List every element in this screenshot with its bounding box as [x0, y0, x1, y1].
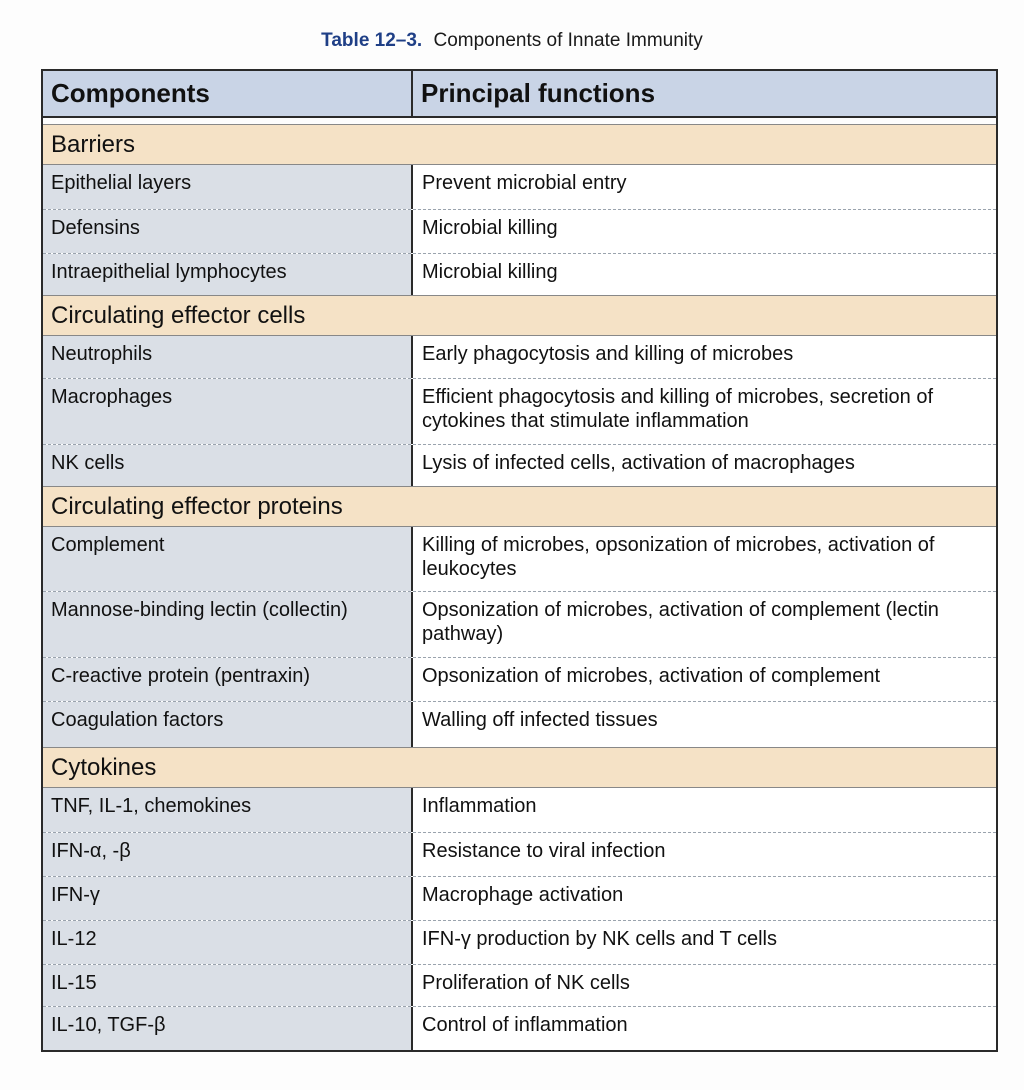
section-header: Barriers: [43, 124, 996, 165]
component-cell: Coagulation factors: [43, 702, 413, 747]
component-cell: Neutrophils: [43, 336, 413, 378]
table-row: [43, 336, 996, 378]
table-row: [43, 657, 996, 701]
function-cell: Microbial killing: [413, 210, 996, 253]
component-cell: IFN-α, -β: [43, 833, 413, 876]
table-row: [43, 1006, 996, 1050]
table-caption: [0, 30, 1024, 52]
table-row: [43, 591, 996, 657]
table-number: Table 12–3.: [321, 30, 423, 51]
table-header: [43, 71, 996, 118]
table-row: [43, 253, 996, 295]
table-row: [43, 527, 996, 591]
table-row: [43, 701, 996, 747]
header-components: Components: [43, 71, 413, 116]
component-cell: TNF, IL-1, chemokines: [43, 788, 413, 832]
component-cell: NK cells: [43, 445, 413, 486]
table-row: [43, 964, 996, 1006]
component-cell: IL-12: [43, 921, 413, 964]
table-row: [43, 920, 996, 964]
component-cell: Intraepithelial lymphocytes: [43, 254, 413, 295]
function-cell: Opsonization of microbes, activation of complement: [413, 658, 996, 701]
function-cell: Proliferation of NK cells: [413, 965, 996, 1006]
function-cell: Opsonization of microbes, activation of complement (lectin pathway): [413, 592, 996, 657]
function-cell: Macrophage activation: [413, 877, 996, 920]
function-cell: Inflammation: [413, 788, 996, 832]
function-cell: Walling off infected tissues: [413, 702, 996, 747]
table-row: [43, 165, 996, 209]
table-row: [43, 832, 996, 876]
table-row: [43, 788, 996, 832]
function-cell: Prevent microbial entry: [413, 165, 996, 209]
component-cell: IFN-γ: [43, 877, 413, 920]
table-row: [43, 378, 996, 444]
component-cell: Defensins: [43, 210, 413, 253]
function-cell: IFN-γ production by NK cells and T cells: [413, 921, 996, 964]
component-cell: C-reactive protein (pentraxin): [43, 658, 413, 701]
table-row: [43, 444, 996, 486]
innate-immunity-table: [41, 69, 998, 1052]
header-principal-functions: Principal functions: [421, 78, 656, 108]
component-cell: IL-15: [43, 965, 413, 1006]
table-body: [43, 124, 996, 1050]
function-cell: Early phagocytosis and killing of microbes: [413, 336, 996, 378]
function-cell: Control of inflammation: [413, 1007, 996, 1050]
section-header: Circulating effector proteins: [43, 486, 996, 527]
function-cell: Efficient phagocytosis and killing of microbes, secretion of cytokines that stimulate inflammation: [413, 379, 996, 444]
table-title: Components of Innate Immunity: [433, 30, 703, 51]
table-row: [43, 209, 996, 253]
section-header: Cytokines: [43, 747, 996, 788]
component-cell: Complement: [43, 527, 413, 591]
function-cell: Lysis of infected cells, activation of macrophages: [413, 445, 996, 486]
component-cell: IL-10, TGF-β: [43, 1007, 413, 1050]
table-row: [43, 876, 996, 920]
component-cell: Macrophages: [43, 379, 413, 444]
function-cell: Resistance to viral infection: [413, 833, 996, 876]
function-cell: Killing of microbes, opsonization of microbes, activation of leukocytes: [413, 527, 996, 591]
section-header: Circulating effector cells: [43, 295, 996, 336]
function-cell: Microbial killing: [413, 254, 996, 295]
component-cell: Epithelial layers: [43, 165, 413, 209]
component-cell: Mannose-binding lectin (collectin): [43, 592, 413, 657]
